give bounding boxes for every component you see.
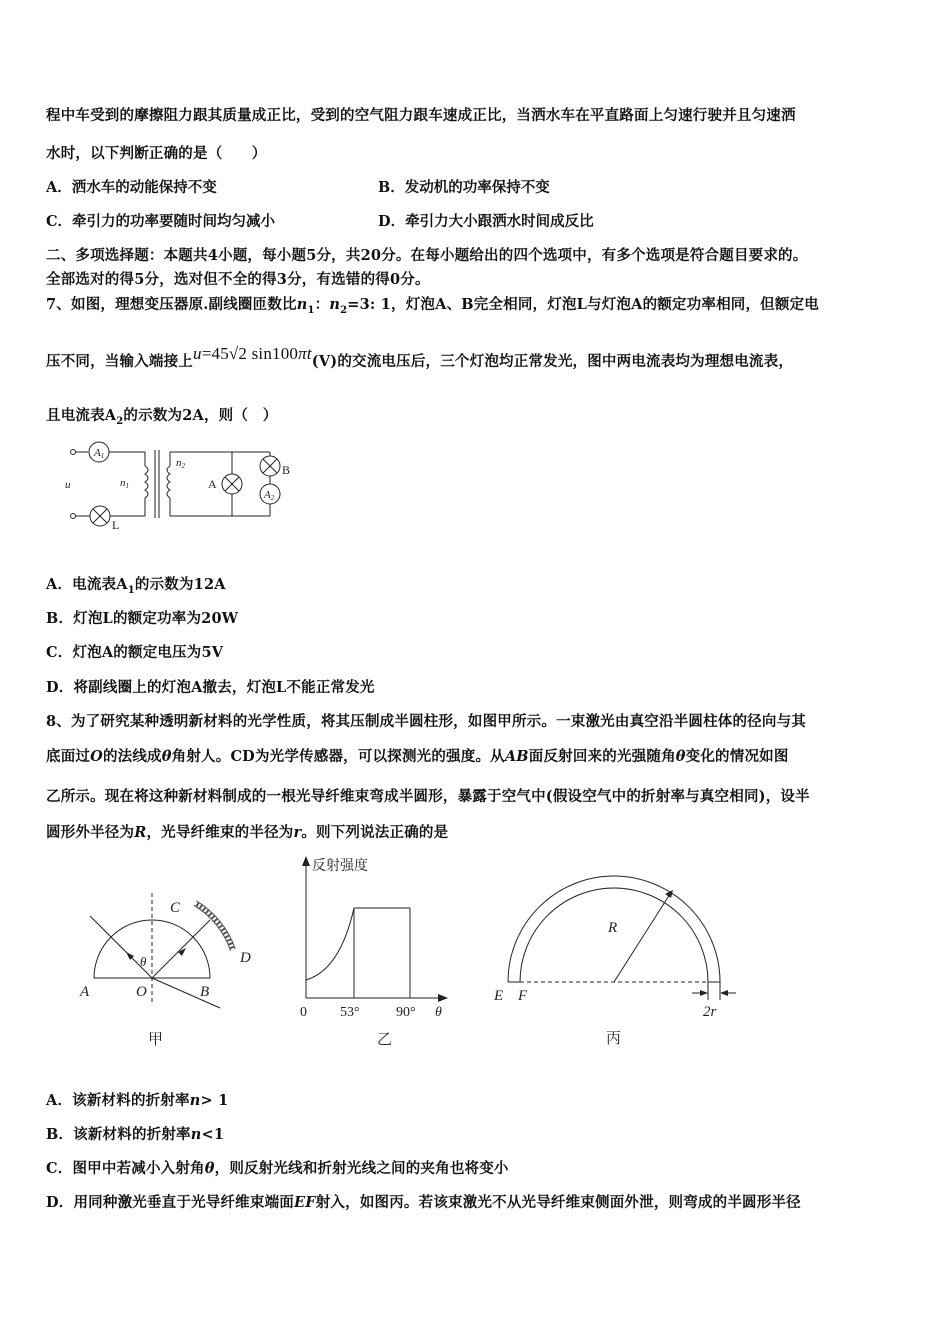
n2-label-sub: 2: [181, 462, 185, 470]
q7-ratio-colon: ：: [314, 296, 330, 313]
q8-option-c: [46, 1157, 509, 1178]
q8-option-c-text: C．图甲中若减小入射角: [46, 1160, 205, 1177]
q8-option-d: [46, 1191, 801, 1212]
q6-option-a: A．洒水车的动能保持不变: [46, 179, 217, 196]
q6-option-b: B．发动机的功率保持不变: [378, 179, 550, 196]
q8-option-b-n: n: [190, 1126, 202, 1143]
q8-line-4-r-big: R: [134, 824, 147, 841]
svg-text:n1: [120, 477, 129, 490]
u-label: u: [65, 479, 71, 491]
q7-option-c: C．灯泡A的额定电压为5V: [46, 644, 224, 661]
n1-label: n: [120, 477, 126, 489]
q8-line-2-d: 面反射回来的光强随角: [528, 748, 676, 765]
terminal-bottom: [71, 514, 76, 519]
q8-option-b-text: B．该新材料的折射率: [46, 1126, 191, 1143]
label-e: E: [494, 988, 504, 1004]
section-2-line-1: 二、多项选择题：本题共4小题，每小题5分，共20分。在每小题给出的四个选项中，有多个选项是符合题目要求的。: [46, 247, 808, 264]
a2-label-sub: 2: [270, 494, 275, 502]
label-d: D: [240, 950, 251, 966]
fig-bing: [490, 866, 750, 1056]
label-a: A: [80, 984, 90, 1000]
q8-line-2-ab: AB: [504, 748, 529, 765]
q8-option-b: [46, 1123, 224, 1144]
refracted-ray: [152, 978, 220, 1008]
primary-coil: [145, 466, 148, 498]
reflected-arrow: [178, 948, 186, 956]
sensor-cd: [195, 903, 233, 950]
q7-line-3-sub: 2: [116, 415, 124, 427]
label-r-big: R: [608, 920, 618, 936]
q8-line-2-e: 变化的情况如图: [685, 748, 789, 765]
q8-line-3: 乙所示。现在将这种新材料制成的一根光导纤维束弯成半圆形，暴露于空气中(假设空气中的折射率与真空相同)，设半: [46, 788, 810, 805]
terminal-top: [71, 450, 76, 455]
label-c: C: [170, 900, 181, 916]
q7-option-a: [46, 573, 226, 596]
label-f: F: [518, 988, 528, 1004]
q8-option-a-text-b: > 1: [200, 1092, 229, 1109]
x-tick-0: 0: [300, 1005, 307, 1020]
q7-option-a-sub: 1: [127, 584, 135, 596]
q8-option-d-text-b: 射入，如图丙。若该束激光不从光导纤维束侧面外泄，则弯成的半圆形半径: [315, 1194, 801, 1211]
label-2r: 2r: [703, 1004, 717, 1020]
q7-formula: [193, 344, 312, 363]
q7-line-1-text-a: 7、如图，理想变压器原.副线圈匝数比: [46, 296, 297, 313]
q8-line-1: 8、为了研究某种透明新材料的光学性质，将其压制成半圆柱形，如图甲所示。一束激光由真空沿半圆柱体的径向与其: [46, 713, 806, 730]
radius-r: [614, 894, 670, 982]
q7-line-3: [46, 404, 277, 427]
q7-n2-sub: 2: [340, 304, 348, 316]
q7-formula-eq: =45: [201, 344, 229, 363]
caption-yi: 乙: [377, 1032, 393, 1048]
n1-label-sub: 1: [125, 482, 129, 490]
x-tick-90: 90°: [396, 1005, 416, 1020]
q8-line-2-a: 底面过: [46, 748, 91, 765]
q7-line-3-text-a: 且电流表A: [46, 407, 117, 424]
q8-option-c-theta: θ: [204, 1160, 215, 1177]
a1-label-sub: 1: [100, 452, 105, 460]
dim-arrow-left: [700, 990, 708, 996]
dim-arrow-right: [720, 990, 728, 996]
svg-text:n2: [176, 457, 186, 470]
q8-option-a: [46, 1089, 228, 1110]
label-theta: θ: [140, 954, 147, 969]
lamp-b-label: B: [282, 463, 291, 477]
reflected-ray: [152, 920, 210, 978]
fig-jia: [70, 888, 270, 1058]
q8-line-4-b: ，光导纤维束的半径为: [146, 824, 294, 841]
q8-line-2-b: 的法线成: [102, 748, 162, 765]
q8-line-2-c: 角射人。CD为光学传感器，可以探测光的强度。从: [171, 748, 505, 765]
label-o: O: [136, 984, 147, 1000]
q8-option-d-text: D．用同种激光垂直于光导纤维束端面: [46, 1194, 294, 1211]
q7-line-1-text-b: =3: 1，灯泡A、B完全相同，灯泡L与灯泡A的额定功率相同，但额定电: [347, 296, 819, 313]
q8-option-a-n: n: [189, 1092, 201, 1109]
q7-line-2-text-a: 压不同，当输入端接上: [46, 353, 193, 370]
label-b: B: [200, 984, 210, 1000]
q8-line-4-r: r: [293, 824, 302, 841]
x-arrow: [438, 994, 448, 1002]
x-label: θ: [435, 1005, 442, 1020]
y-label: 反射强度: [312, 859, 368, 874]
y-arrow: [302, 856, 310, 866]
q7-option-a-text: A．电流表A: [46, 576, 128, 593]
n2-label: n: [176, 457, 182, 469]
lamp-l-label: L: [112, 518, 120, 532]
q7-formula-pi-t: πt: [298, 344, 312, 363]
section-2-line-2: 全部选对的得5分，选对但不全的得3分，有选错的得0分。: [46, 271, 430, 288]
q8-line-2-o: O: [90, 748, 103, 765]
q8-line-2-theta: θ: [161, 748, 172, 765]
caption-jia: 甲: [148, 1032, 164, 1048]
q7-formula-sin: sin100: [251, 344, 299, 363]
svg-text:A1: [93, 447, 104, 460]
curve-rising: [306, 908, 354, 980]
q7-option-d: D．将副线圈上的灯泡A撤去，灯泡L不能正常发光: [46, 679, 375, 696]
q8-line-4-a: 圆形外半径为: [46, 824, 135, 841]
lamp-a-label: A: [208, 477, 217, 491]
fig-yi: [290, 850, 470, 1056]
q7-circuit-diagram: [60, 436, 310, 536]
q7-line-2: [46, 344, 794, 371]
x-tick-53: 53°: [340, 1005, 360, 1020]
q7-n1: n: [296, 296, 308, 313]
q8-option-b-text-b: <1: [201, 1126, 225, 1143]
q7-option-b: B．灯泡L的额定功率为20W: [46, 610, 239, 627]
q6-line-2: 水时，以下判断正确的是（ ）: [46, 145, 267, 162]
q6-option-d: D．牵引力大小跟洒水时间成反比: [378, 213, 594, 230]
q8-option-a-text: A．该新材料的折射率: [46, 1092, 190, 1109]
a2-label: A: [264, 489, 271, 501]
q6-option-c: C．牵引力的功率要随时间均匀减小: [46, 213, 276, 230]
q7-formula-u: u: [193, 344, 202, 363]
a1-label: A: [94, 447, 101, 459]
q7-n1-sub: 1: [307, 304, 315, 316]
caption-bing: 丙: [606, 1031, 622, 1047]
q8-line-2: [46, 745, 789, 766]
svg-text:A2: [263, 489, 275, 502]
q8-line-4: [46, 821, 448, 842]
q8-line-2-theta2: θ: [675, 748, 686, 765]
q7-line-3-text-b: 的示数为2A，则（ ）: [123, 407, 278, 424]
q7-formula-sqrt: √2: [228, 344, 248, 363]
q8-line-4-c: 。则下列说法正确的是: [301, 824, 449, 841]
q6-line-1: 程中车受到的摩擦阻力跟其质量成正比，受到的空气阻力跟车速成正比，当洒水车在平直路面上匀速行驶并且匀速洒: [46, 107, 796, 124]
q7-n2: n: [329, 296, 341, 313]
q7-line-2-text-b: (V)的交流电压后，三个灯泡均正常发光，图中两电流表均为理想电流表，: [311, 353, 794, 370]
q8-option-d-ef: EF: [293, 1194, 316, 1211]
q7-option-a-text-b: 的示数为12A: [134, 576, 226, 593]
q8-option-c-text-b: ，则反射光线和折射光线之间的夹角也将变小: [214, 1160, 509, 1177]
secondary-coil: [167, 466, 170, 498]
q7-line-1: [46, 293, 819, 316]
